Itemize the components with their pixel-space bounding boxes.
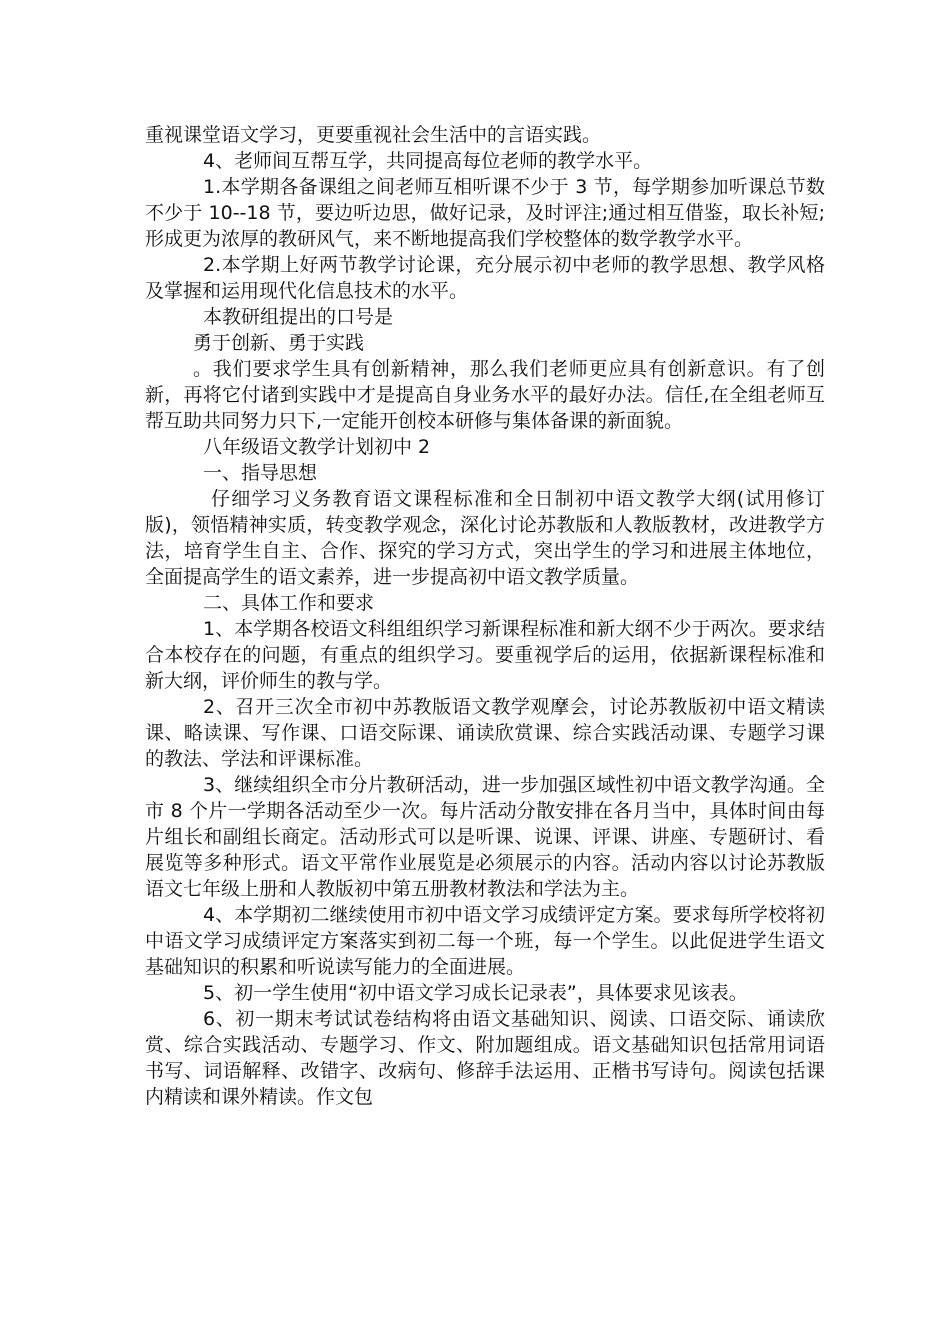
section-heading: 一、指导思想: [203, 462, 318, 484]
paragraph: 4、老师间互帮互学，共同提高每位老师的教学水平。: [203, 150, 653, 172]
paragraph: 3、继续组织全市分片教研活动，进一步加强区域性初中语文教学沟通。全市 8 个片一学期各活动至少一次。每片活动分散安排在各月当中，具体时间由每片组长和副组长商定。活动形式可以是听课、说课、评课、讲座、专题研讨、看展览等多种形式。语文平常作业展览是必须展示的内容。活动内容以讨论苏教版语文七年级上册和人教版初中第五册教材教法和学法为主。: [145, 774, 825, 900]
paragraph: 1.本学期各备课组之间老师互相听课不少于 3 节，每学期参加听课总节数不少于 10--18 节，要边听边思，做好记录，及时评注;通过相互借鉴，取长补短;形成更为浓厚的教研风气，来不断地提高我们学校整体的数学教学水平。: [145, 176, 825, 250]
paragraph: 勇于创新、勇于实践: [193, 332, 365, 354]
paragraph: 5、初一学生使用“初中语文学习成长记录表”，具体要求见该表。: [203, 982, 748, 1004]
paragraph: 仔细学习义务教育语文课程标准和全日制初中语文教学大纲(试用修订版)，领悟精神实质，转变教学观念，深化讨论苏教版和人教版教材，改进教学方法，培育学生自主、合作、探究的学习方式，突出学生的学习和进展主体地位，全面提高学生的语文素养，进一步提高初中语文教学质量。: [145, 488, 825, 588]
section-title: 八年级语文教学计划初中 2: [203, 436, 431, 458]
paragraph: 重视课堂语文学习，更要重视社会生活中的言语实践。: [145, 124, 602, 146]
paragraph: 1、本学期各校语文科组组织学习新课程标准和新大纲不少于两次。要求结合本校存在的问题，有重点的组织学习。要重视学后的运用，依据新课程标准和新大纲，评价师生的教与学。: [145, 618, 825, 692]
paragraph: 本教研组提出的口号是: [203, 306, 394, 328]
paragraph: 2、召开三次全市初中苏教版语文教学观摩会，讨论苏教版初中语文精读课、略读课、写作课、口语交际课、诵读欣赏课、综合实践活动课、专题学习课的教法、学法和评课标准。: [145, 696, 825, 770]
paragraph: 4、本学期初二继续使用市初中语文学习成绩评定方案。要求每所学校将初中语文学习成绩评定方案落实到初二每一个班，每一个学生。以此促进学生语文基础知识的积累和听说读写能力的全面进展。: [145, 904, 825, 978]
paragraph: 6、初一期末考试试卷结构将由语文基础知识、阅读、口语交际、诵读欣赏、综合实践活动、专题学习、作文、附加题组成。语文基础知识包括常用词语书写、词语解释、改错字、改病句、修辞手法运用、正楷书写诗句。阅读包括课内精读和课外精读。作文包: [145, 1008, 825, 1108]
document-body: [145, 122, 825, 1110]
paragraph: 。我们要求学生具有创新精神，那么我们老师更应具有创新意识。有了创新，再将它付诸到实践中才是提高自身业务水平的最好办法。信任,在全组老师互帮互助共同努力只下,一定能开创校本研修与集体备课的新面貌。: [145, 358, 825, 432]
paragraph: 2.本学期上好两节教学讨论课，充分展示初中老师的教学思想、教学风格及掌握和运用现代化信息技术的水平。: [145, 254, 825, 302]
section-heading: 二、具体工作和要求: [203, 592, 375, 614]
